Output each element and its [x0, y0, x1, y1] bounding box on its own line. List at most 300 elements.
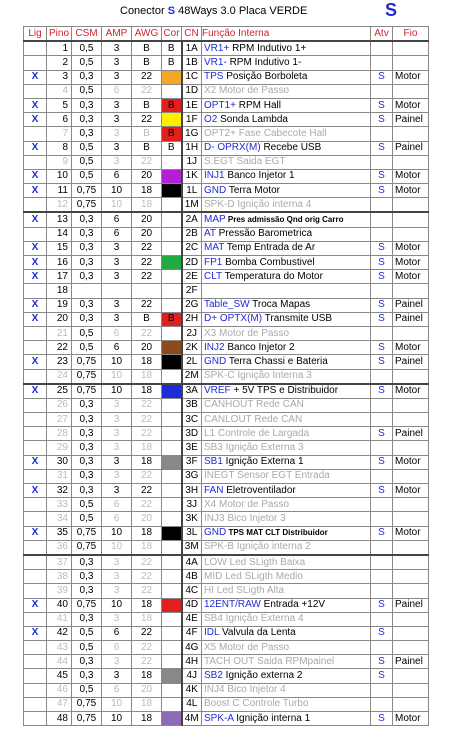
function-cell [202, 512, 371, 526]
wire-route-cell [393, 413, 429, 427]
awg-cell: 22 [132, 270, 162, 284]
connector-pin-cell: 1M [182, 198, 202, 213]
pin-number-cell: 43 [47, 641, 72, 655]
awg-cell: B [132, 127, 162, 141]
active-cell [371, 498, 393, 512]
awg-cell: 22 [132, 326, 162, 340]
pin-number-cell: 11 [47, 184, 72, 198]
function-code: TPS [204, 71, 224, 83]
csm-cell: 0,3 [72, 113, 102, 127]
active-cell [371, 227, 393, 241]
active-cell [371, 198, 393, 213]
csm-cell: 0,5 [72, 626, 102, 640]
active-cell: S [371, 312, 393, 326]
amp-cell: 3 [102, 98, 132, 112]
table-row [24, 98, 429, 112]
function-description: Pres admissão Qnd orig Carro [225, 215, 344, 225]
lig-cell [24, 84, 47, 98]
amp-cell: 3 [102, 312, 132, 326]
awg-cell: 22 [132, 626, 162, 640]
lig-cell [24, 512, 47, 526]
pin-number-cell: 33 [47, 498, 72, 512]
wire-color-cell [162, 70, 182, 84]
active-cell: S [371, 712, 393, 726]
function-cell [202, 184, 371, 198]
csm-cell: 0,3 [72, 241, 102, 255]
function-cell [202, 98, 371, 112]
connector-pin-cell: 4C [182, 584, 202, 598]
csm-cell: 0,5 [72, 512, 102, 526]
amp-cell: 3 [102, 41, 132, 56]
table-row [24, 612, 429, 626]
pin-number-cell: 32 [47, 484, 72, 498]
amp-cell: 10 [102, 355, 132, 369]
amp-cell: 3 [102, 555, 132, 570]
function-description: Controle de Largada [215, 427, 310, 439]
function-code: SPK-C [204, 370, 235, 382]
table-row [24, 270, 429, 284]
function-code: SB1 [204, 456, 223, 468]
function-code: S.EGT [204, 156, 234, 168]
wire-color-cell [162, 198, 182, 213]
csm-cell [72, 284, 102, 298]
column-header: AWG [132, 27, 162, 42]
function-cell [202, 212, 371, 227]
function-cell [202, 198, 371, 213]
awg-cell: 18 [132, 184, 162, 198]
csm-cell: 0,3 [72, 98, 102, 112]
wire-route-cell [393, 198, 429, 213]
column-header: Lig [24, 27, 47, 42]
function-description: Ignição Externa 3 [222, 442, 304, 454]
lig-cell: X [24, 98, 47, 112]
active-cell [371, 612, 393, 626]
csm-cell: 0,75 [72, 384, 102, 399]
function-cell [202, 641, 371, 655]
function-description: Led SLigth Medio [222, 570, 303, 582]
active-cell [371, 127, 393, 141]
wire-route-cell [393, 227, 429, 241]
amp-cell: 3 [102, 141, 132, 155]
connector-pin-cell: 2M [182, 369, 202, 384]
wire-route-cell [393, 584, 429, 598]
pin-number-cell: 25 [47, 384, 72, 399]
wire-route-cell [393, 41, 429, 56]
function-description: Sonda Lambda [217, 113, 288, 125]
wire-route-cell [393, 683, 429, 697]
title-suffix: 48Ways 3.0 Placa VERDE [175, 5, 308, 17]
connector-pin-cell: 4M [182, 712, 202, 726]
function-cell [202, 540, 371, 555]
table-row [24, 169, 429, 183]
csm-cell: 0,3 [72, 227, 102, 241]
function-cell [202, 455, 371, 469]
awg-cell: 22 [132, 298, 162, 312]
lig-cell: X [24, 184, 47, 198]
function-code: MID [204, 570, 223, 582]
wire-route-cell: Motor [393, 484, 429, 498]
column-header: Cor [162, 27, 182, 42]
pin-number-cell: 31 [47, 469, 72, 483]
function-description: Ignição interna 4 [234, 198, 312, 210]
active-cell: S [371, 184, 393, 198]
lig-cell [24, 641, 47, 655]
function-description: Motor de Passo [216, 327, 290, 339]
wire-route-cell: Motor [393, 184, 429, 198]
wire-color-cell [162, 369, 182, 384]
lig-cell [24, 584, 47, 598]
connector-pin-cell: 3C [182, 413, 202, 427]
table-row [24, 712, 429, 726]
pin-number-cell: 12 [47, 198, 72, 213]
awg-cell: 18 [132, 598, 162, 612]
wire-route-cell: Motor [393, 526, 429, 540]
pin-number-cell: 10 [47, 169, 72, 183]
active-cell: S [371, 655, 393, 669]
amp-cell: 6 [102, 683, 132, 697]
table-row [24, 56, 429, 70]
active-cell: S [371, 484, 393, 498]
function-cell [202, 41, 371, 56]
amp-cell: 6 [102, 498, 132, 512]
table-row [24, 427, 429, 441]
wire-route-cell [393, 398, 429, 412]
csm-cell: 0,3 [72, 584, 102, 598]
pin-number-cell: 23 [47, 355, 72, 369]
wire-color-cell [162, 570, 182, 584]
csm-cell: 0,3 [72, 570, 102, 584]
function-code: SPK-A [204, 712, 234, 724]
pin-number-cell: 24 [47, 369, 72, 384]
function-code: SPK-B [204, 541, 235, 553]
function-description: TPS MAT CLT Distribuidor [226, 528, 328, 538]
function-description: Transmite USB [262, 313, 333, 325]
csm-cell: 0,5 [72, 641, 102, 655]
function-cell [202, 355, 371, 369]
function-description: Bico Injetor 4 [224, 684, 286, 696]
csm-cell: 0,75 [72, 369, 102, 384]
csm-cell: 0,3 [72, 427, 102, 441]
awg-cell: 18 [132, 612, 162, 626]
connector-pin-cell: 4F [182, 626, 202, 640]
column-header: Fio [393, 27, 429, 42]
active-cell [371, 683, 393, 697]
awg-cell: 22 [132, 641, 162, 655]
function-description: Fase Cabecote Hall [235, 127, 327, 139]
function-description: Banco Injetor 1 [224, 170, 295, 182]
function-cell [202, 626, 371, 640]
csm-cell: 0,5 [72, 155, 102, 169]
awg-cell [132, 284, 162, 298]
csm-cell: 0,3 [72, 469, 102, 483]
awg-cell: 18 [132, 455, 162, 469]
function-code: MAP [204, 214, 226, 226]
awg-cell: 20 [132, 512, 162, 526]
csm-cell: 0,3 [72, 413, 102, 427]
wire-color-cell: B [162, 141, 182, 155]
active-cell: S [371, 427, 393, 441]
pin-number-cell: 8 [47, 141, 72, 155]
function-cell [202, 413, 371, 427]
lig-cell [24, 326, 47, 340]
function-cell [202, 384, 371, 399]
connector-pin-cell: 3D [182, 427, 202, 441]
wire-route-cell: Motor [393, 98, 429, 112]
function-code: INEGT [204, 470, 235, 482]
csm-cell: 0,5 [72, 498, 102, 512]
pin-number-cell: 34 [47, 512, 72, 526]
function-cell [202, 127, 371, 141]
function-cell [202, 570, 371, 584]
title-letter: S [167, 5, 176, 17]
wire-route-cell: Painel [393, 427, 429, 441]
connector-pin-cell: 1G [182, 127, 202, 141]
lig-cell [24, 56, 47, 70]
awg-cell: 18 [132, 540, 162, 555]
csm-cell: 0,75 [72, 198, 102, 213]
awg-cell: B [132, 141, 162, 155]
wire-color-cell [162, 712, 182, 726]
csm-cell: 0,3 [72, 669, 102, 683]
csm-cell: 0,3 [72, 312, 102, 326]
function-description: Troca Mapas [249, 299, 311, 311]
function-code: SB2 [204, 670, 223, 682]
function-code: VREF [204, 385, 231, 397]
wire-color-cell [162, 683, 182, 697]
column-header: Função Interna [202, 27, 371, 42]
function-cell [202, 298, 371, 312]
csm-cell: 0,5 [72, 683, 102, 697]
wire-color-cell [162, 612, 182, 626]
wire-color-cell [162, 526, 182, 540]
column-header: CN [182, 27, 202, 42]
table-body [24, 41, 429, 726]
csm-cell: 0,5 [72, 169, 102, 183]
wire-color-cell [162, 184, 182, 198]
table-row [24, 70, 429, 84]
awg-cell: 18 [132, 369, 162, 384]
pin-number-cell: 47 [47, 697, 72, 711]
wire-color-cell [162, 341, 182, 355]
active-cell [371, 570, 393, 584]
amp-cell: 10 [102, 198, 132, 213]
lig-cell [24, 555, 47, 570]
lig-cell [24, 669, 47, 683]
pin-number-cell: 20 [47, 312, 72, 326]
csm-cell: 0,75 [72, 526, 102, 540]
csm-cell: 0,3 [72, 612, 102, 626]
function-code: 12ENT/RAW [204, 599, 261, 611]
lig-cell: X [24, 241, 47, 255]
amp-cell: 6 [102, 326, 132, 340]
wire-route-cell: Motor [393, 455, 429, 469]
function-cell [202, 256, 371, 270]
amp-cell: 3 [102, 441, 132, 455]
amp-cell: 6 [102, 169, 132, 183]
function-cell [202, 498, 371, 512]
active-cell [371, 697, 393, 711]
pin-number-cell: 9 [47, 155, 72, 169]
connector-pin-cell: 2K [182, 341, 202, 355]
active-cell: S [371, 169, 393, 183]
function-cell [202, 369, 371, 384]
function-description: Motor de Passo [216, 641, 290, 653]
table-row [24, 655, 429, 669]
function-code: VR1+ [204, 42, 230, 54]
table-row [24, 41, 429, 56]
connector-pin-cell: 3K [182, 512, 202, 526]
wire-color-cell: B [162, 41, 182, 56]
pin-number-cell: 37 [47, 555, 72, 570]
amp-cell: 3 [102, 469, 132, 483]
csm-cell: 0,75 [72, 598, 102, 612]
function-description: Eletroventilador [223, 484, 296, 496]
wire-route-cell: Motor [393, 712, 429, 726]
active-cell: S [371, 141, 393, 155]
awg-cell: 22 [132, 155, 162, 169]
amp-cell: 3 [102, 570, 132, 584]
wire-color-cell [162, 469, 182, 483]
lig-cell: X [24, 598, 47, 612]
function-description: + 5V TPS e Distribuidor [230, 385, 339, 397]
wire-route-cell [393, 212, 429, 227]
amp-cell: 10 [102, 184, 132, 198]
pin-number-cell: 42 [47, 626, 72, 640]
awg-cell: 22 [132, 584, 162, 598]
awg-cell: 18 [132, 669, 162, 683]
table-row [24, 184, 429, 198]
lig-cell: X [24, 298, 47, 312]
function-description: Ignição Externa 1 [222, 456, 304, 468]
amp-cell: 6 [102, 641, 132, 655]
amp-cell: 3 [102, 256, 132, 270]
connector-pin-cell: 2F [182, 284, 202, 298]
function-description: Led SLigth Baixa [226, 556, 306, 568]
wire-route-cell: Motor [393, 341, 429, 355]
connector-pin-cell: 4K [182, 683, 202, 697]
pin-number-cell: 44 [47, 655, 72, 669]
table-row [24, 155, 429, 169]
pin-number-cell: 30 [47, 455, 72, 469]
active-cell [371, 284, 393, 298]
function-code: INJ2 [204, 341, 225, 353]
pin-number-cell: 48 [47, 712, 72, 726]
pin-number-cell: 40 [47, 598, 72, 612]
active-cell [371, 41, 393, 56]
function-code: OPT2+ [204, 127, 236, 139]
wire-color-cell [162, 355, 182, 369]
active-cell: S [371, 270, 393, 284]
function-cell [202, 598, 371, 612]
wire-color-cell [162, 427, 182, 441]
function-description: Motor de Passo [216, 498, 290, 510]
awg-cell: 22 [132, 427, 162, 441]
function-code: X5 [204, 641, 217, 653]
amp-cell: 10 [102, 697, 132, 711]
wire-route-cell: Painel [393, 598, 429, 612]
awg-cell: 22 [132, 256, 162, 270]
csm-cell: 0,3 [72, 398, 102, 412]
connector-pin-cell: 2B [182, 227, 202, 241]
pin-number-cell: 46 [47, 683, 72, 697]
wire-route-cell [393, 127, 429, 141]
lig-cell [24, 498, 47, 512]
title-prefix: Conector [120, 5, 168, 17]
wire-color-cell [162, 398, 182, 412]
awg-cell: 22 [132, 84, 162, 98]
connector-header [0, 0, 458, 26]
amp-cell: 3 [102, 413, 132, 427]
table-row [24, 398, 429, 412]
function-code: OPT1+ [204, 99, 236, 111]
connector-pin-cell: 2L [182, 355, 202, 369]
pin-number-cell: 29 [47, 441, 72, 455]
pin-number-cell: 45 [47, 669, 72, 683]
active-cell: S [371, 298, 393, 312]
awg-cell: 22 [132, 484, 162, 498]
function-description: Terra Motor [226, 184, 280, 196]
wire-color-cell [162, 256, 182, 270]
function-code: LOW [204, 556, 227, 568]
table-row [24, 641, 429, 655]
awg-cell: 18 [132, 384, 162, 399]
function-description: Temperatura do Motor [221, 270, 323, 282]
awg-cell: 20 [132, 227, 162, 241]
function-cell [202, 341, 371, 355]
pinout-table [23, 26, 429, 726]
table-row [24, 326, 429, 340]
connector-pin-cell: 1H [182, 141, 202, 155]
lig-cell: X [24, 70, 47, 84]
wire-color-cell [162, 155, 182, 169]
connector-pin-cell: 2A [182, 212, 202, 227]
wire-color-cell [162, 584, 182, 598]
lig-cell [24, 227, 47, 241]
function-cell [202, 683, 371, 697]
amp-cell: 6 [102, 512, 132, 526]
wire-route-cell [393, 612, 429, 626]
pin-number-cell: 7 [47, 127, 72, 141]
wire-color-cell [162, 298, 182, 312]
connector-pin-cell: 4H [182, 655, 202, 669]
function-cell [202, 241, 371, 255]
wire-route-cell: Painel [393, 141, 429, 155]
wire-color-cell [162, 484, 182, 498]
pin-number-cell: 21 [47, 326, 72, 340]
function-description: Bico Injetor 3 [224, 512, 286, 524]
awg-cell: 22 [132, 655, 162, 669]
wire-color-cell [162, 413, 182, 427]
table-row [24, 284, 429, 298]
table-row [24, 584, 429, 598]
wire-route-cell: Painel [393, 355, 429, 369]
function-code: SB4 [204, 613, 223, 625]
function-code: GND [204, 527, 227, 539]
amp-cell: 3 [102, 655, 132, 669]
wire-color-cell [162, 555, 182, 570]
amp-cell: 3 [102, 241, 132, 255]
csm-cell: 0,75 [72, 355, 102, 369]
connector-letter-big: S [385, 0, 398, 20]
wire-color-cell: B [162, 56, 182, 70]
connector-pin-cell: 1D [182, 84, 202, 98]
table-row [24, 227, 429, 241]
active-cell [371, 369, 393, 384]
function-cell [202, 612, 371, 626]
connector-pin-cell: 1L [182, 184, 202, 198]
pin-number-cell: 35 [47, 526, 72, 540]
awg-cell: 20 [132, 169, 162, 183]
